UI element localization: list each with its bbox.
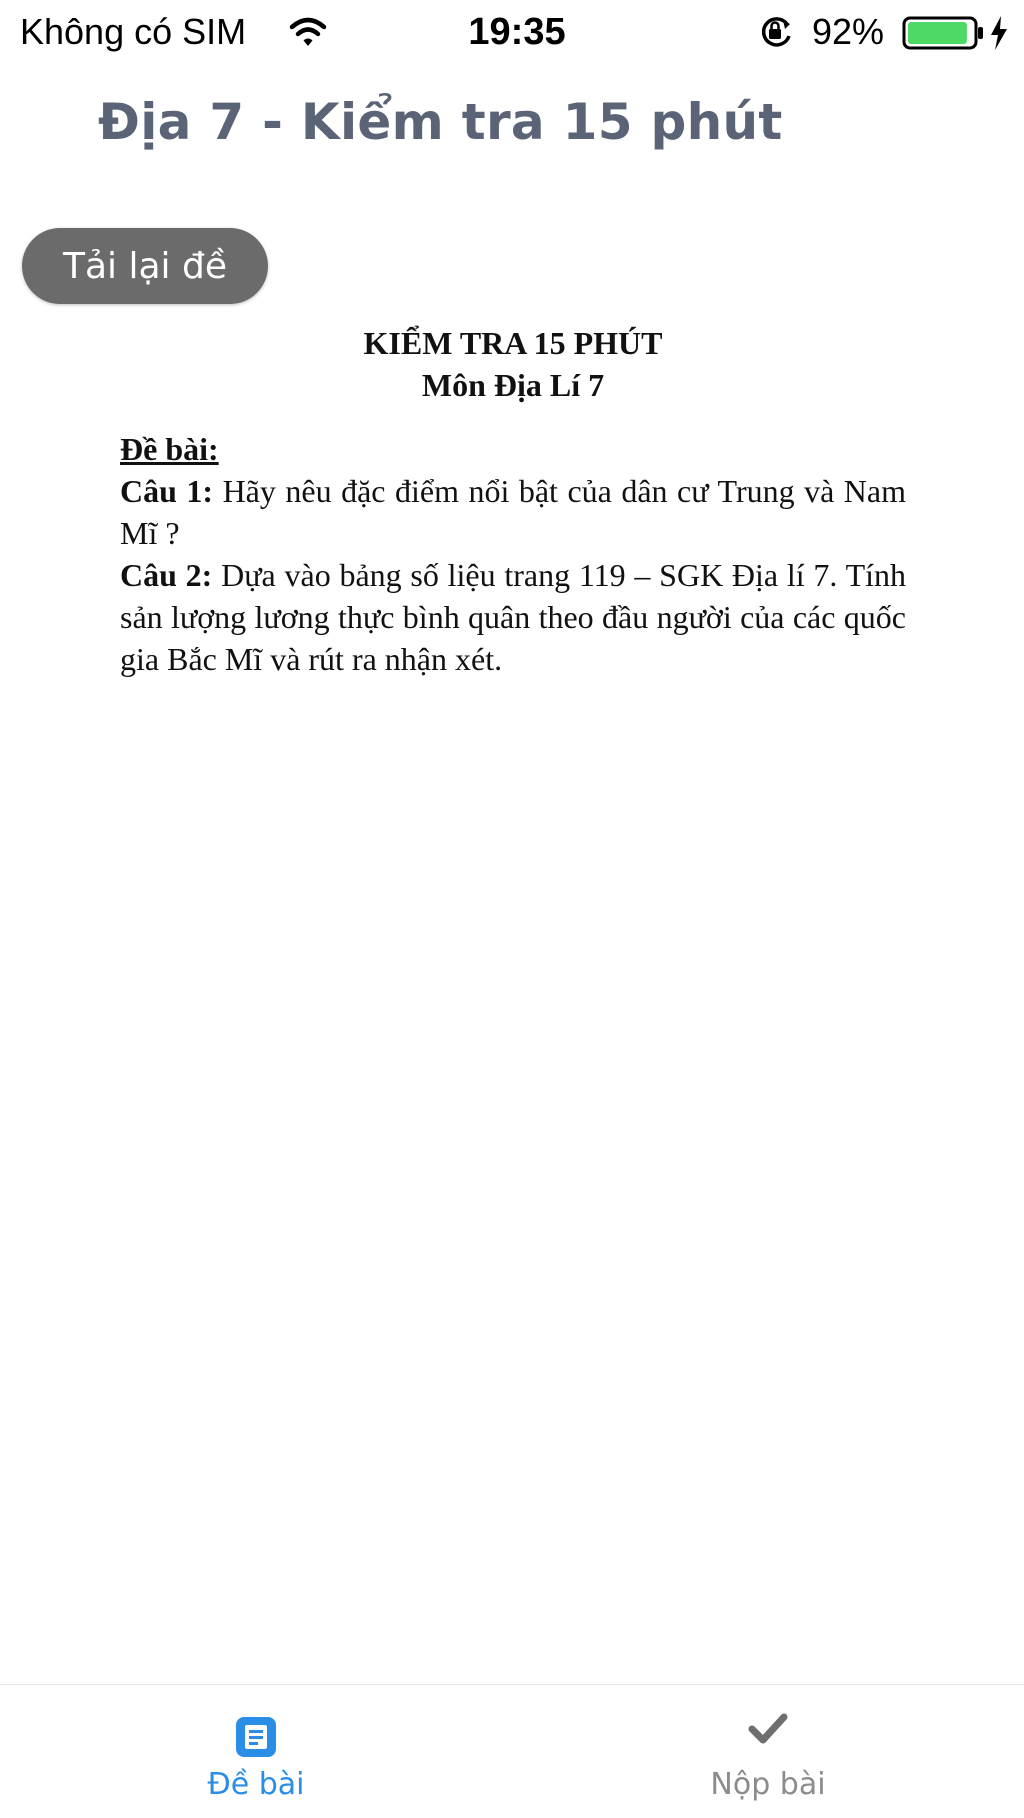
carrier-label: Không có SIM xyxy=(20,11,247,52)
document-title: KIỂM TRA 15 PHÚT xyxy=(363,325,663,361)
tab-label: Nộp bài xyxy=(710,1767,826,1802)
question-1 xyxy=(120,470,906,554)
document-subtitle: Môn Địa Lí 7 xyxy=(421,367,605,403)
clock: 19:35 xyxy=(468,11,566,53)
exam-document xyxy=(120,322,906,680)
page-title: Địa 7 - Kiểm tra 15 phút xyxy=(98,93,783,151)
battery-percent: 92% xyxy=(812,11,885,52)
charging-bolt-icon xyxy=(988,14,1010,52)
question-text: Dựa vào bảng số liệu trang 119 – SGK Địa lí 7. Tính sản lượng lương thực bình quân theo đầu người của các quốc gia Bắc Mĩ và rút ra nhận xét. xyxy=(120,557,907,677)
document-heading: Đề bài: xyxy=(120,431,219,467)
document-icon xyxy=(234,1715,278,1759)
question-text: Hãy nêu đặc điểm nổi bật của dân cư Trung và Nam Mĩ ? xyxy=(120,473,907,551)
tab-label: Đề bài xyxy=(207,1767,305,1802)
question-label: Câu 1: xyxy=(120,473,214,509)
tab-nop-bai[interactable] xyxy=(512,1685,1024,1818)
checkmark-icon xyxy=(748,1711,788,1747)
question-2 xyxy=(120,554,906,680)
rotation-lock-icon xyxy=(756,14,796,50)
status-bar xyxy=(0,0,1024,64)
question-label: Câu 2: xyxy=(120,557,213,593)
battery-icon xyxy=(902,14,986,52)
tab-bar xyxy=(0,1684,1024,1818)
tab-de-bai[interactable] xyxy=(0,1685,512,1818)
reload-button[interactable]: Tải lại đề xyxy=(22,228,268,304)
